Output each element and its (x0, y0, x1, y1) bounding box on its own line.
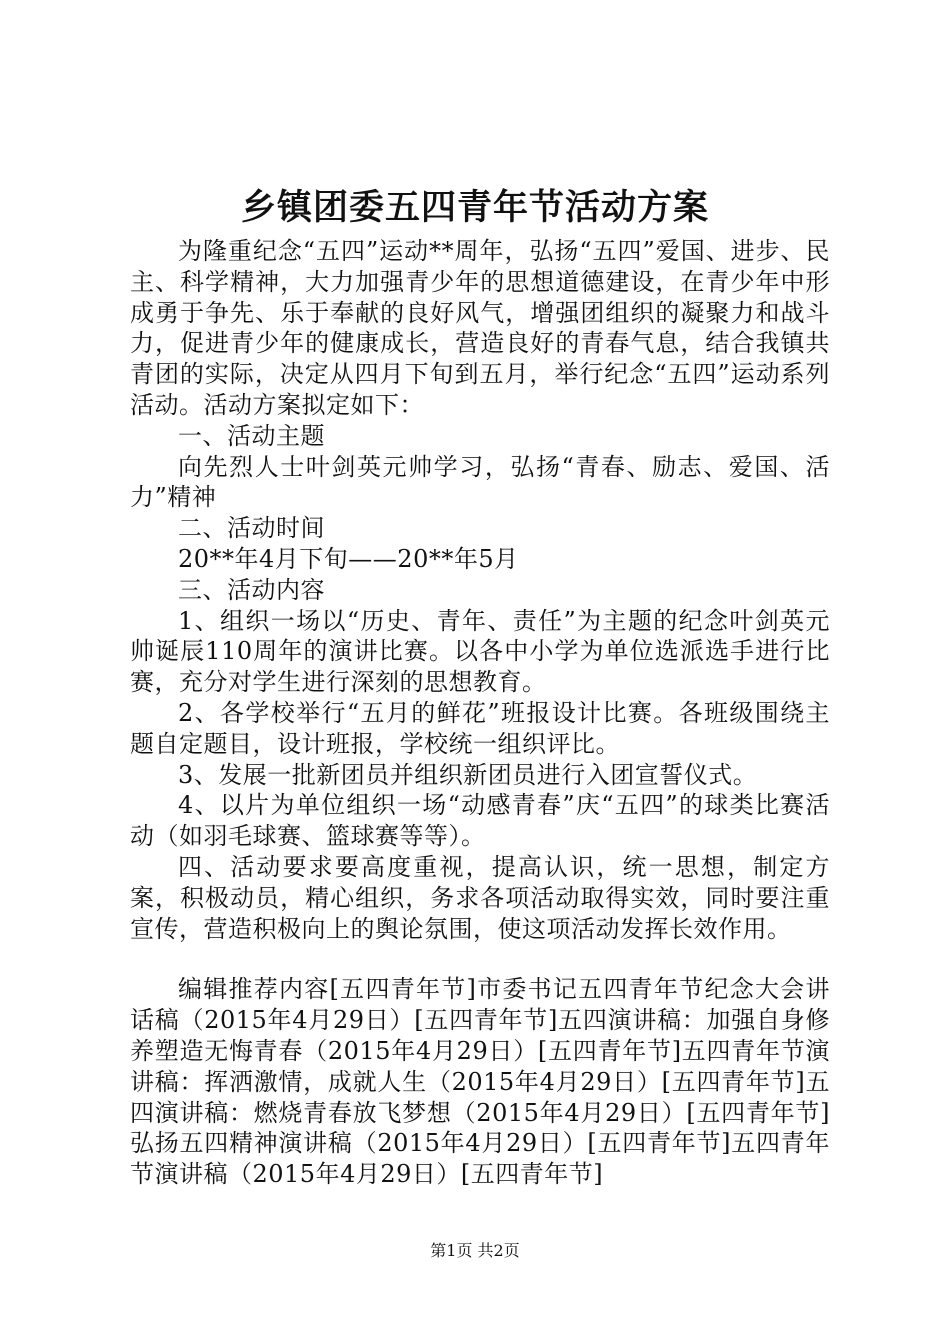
document-title: 乡镇团委五四青年节活动方案 (240, 187, 709, 228)
section-heading-theme: 一、活动主题 (178, 421, 325, 450)
content-item-3: 3、发展一批新团员并组织新团员进行入团宣誓仪式。 (178, 760, 758, 789)
requirements-paragraph: 四、活动要求要高度重视，提高认识，统一思想，制定方案，积极动员，精心组织，务求各项活动取得实效，同时要注重宣传，营造积极向上的舆论氛围，使这项活动发挥长效作用。 (130, 852, 830, 943)
section-heading-time: 二、活动时间 (178, 514, 325, 543)
content-item-4: 4、以片为单位组织一场“动感青春”庆“五四”的球类比赛活动（如羽毛球赛、篮球赛等等）。 (130, 791, 830, 851)
document-body (130, 236, 830, 1190)
content-item-2: 2、各学校举行“五月的鲜花”班报设计比赛。各班级围绕主题自定题目，设计班报，学校统一组织评比。 (130, 698, 830, 758)
intro-paragraph: 为隆重纪念“五四”运动**周年，弘扬“五四”爱国、进步、民主、科学精神，大力加强青少年的思想道德建设，在青少年中形成勇于争先、乐于奉献的良好风气，增强团组织的凝聚力和战斗力，促进青少年的健康成长，营造良好的青春气息，结合我镇共青团的实际，决定从四月下旬到五月，举行纪念“五四”运动系列活动。活动方案拟定如下： (130, 237, 830, 419)
time-paragraph: 20**年4月下旬——20**年5月 (178, 544, 519, 573)
page-number-footer: 第1页 共2页 (430, 1241, 520, 1260)
content-item-1: 1、组织一场以“历史、青年、责任”为主题的纪念叶剑英元帅诞辰110周年的演讲比赛。以各中小学为单位选派选手进行比赛，充分对学生进行深刻的思想教育。 (130, 606, 830, 697)
theme-paragraph: 向先烈人士叶剑英元帅学习，弘扬“青春、励志、爱国、活力”精神 (130, 452, 830, 512)
section-heading-content: 三、活动内容 (178, 575, 325, 604)
recommended-content-paragraph: 编辑推荐内容[五四青年节]市委书记五四青年节纪念大会讲话稿（2015年4月29日）[五四青年节]五四演讲稿：加强自身修养塑造无悔青春（2015年4月29日）[五四青年节]五四青年节演讲稿：挥洒激情，成就人生（2015年4月29日）[五四青年节]五四演讲稿：燃烧青春放飞梦想（2015年4月29日）[五四青年节]弘扬五四精神演讲稿（2015年4月29日）[五四青年节]五四青年节演讲稿（2015年4月29日）[五四青年节] (130, 975, 830, 1189)
